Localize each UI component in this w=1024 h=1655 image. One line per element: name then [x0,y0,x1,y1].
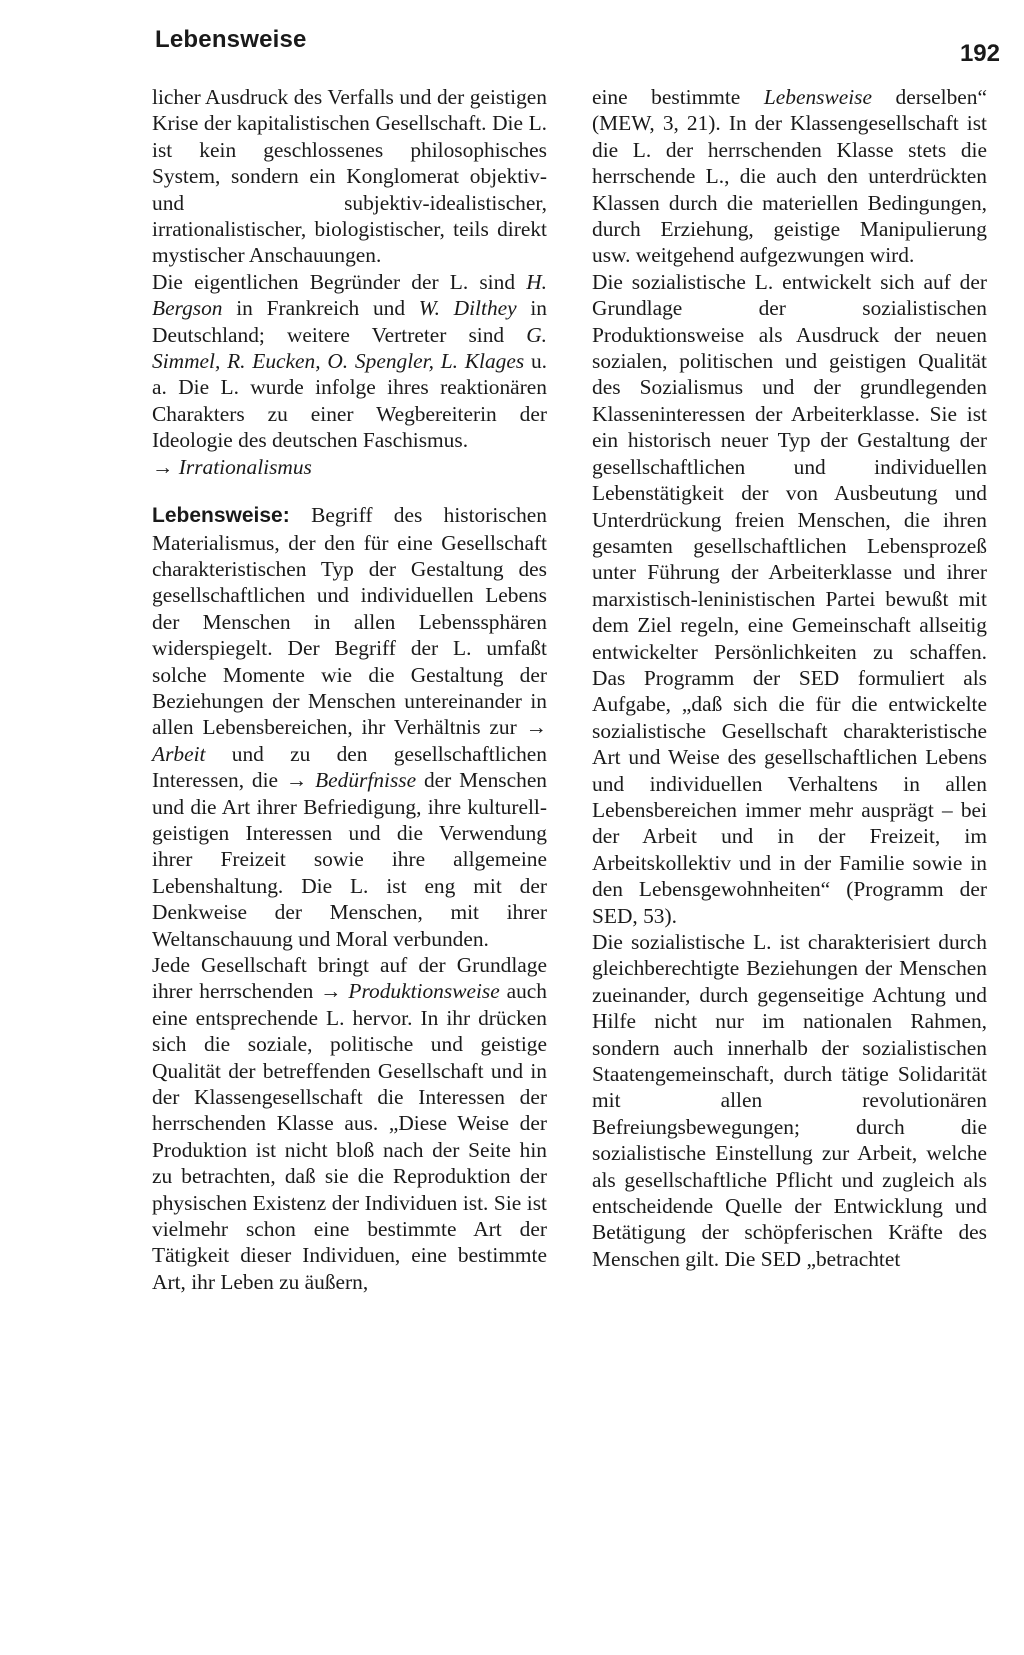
text: licher Ausdruck des Verfalls und der geistigen Krise der kapitalistischen Gesellschaft. Die L. ist kein geschlossenes philosophisches System, sondern ein Konglomerat objektiv- und subjektiv-idealistischer, irrationalistischer, biologistischer, teils direkt mystischer Anschauungen. [152,85,547,268]
paragraph-founders [152,269,547,454]
text: auch eine entsprechende L. hervor. In ihr drücken sich die soziale, politische und geistige Qualität der betreffenden Gesellschaft und in der Klassengesellschaft die Interessen der herrschenden Klasse aus. „Diese Weise der Produktion ist nicht bloß nach der Seite hin zu betrachten, daß sie die Reproduktion der physischen Existenz der Individuen ist. Sie ist vielmehr schon eine bestimmte Art der Tätigkeit dieser Individuen, eine bestimmte Art, ihr Leben zu äußern, [152,979,547,1294]
paragraph-klassengesellschaft [592,84,987,269]
page-number: 192 [959,40,1000,67]
text: Die sozialistische L. entwickelt sich auf der Grundlage der sozialistischen Produktionsweise als Ausdruck der neuen sozialen, politischen und geistigen Qualität des Sozialismus und der grundlegenden Klasseninteressen der Arbeiterklasse. Sie ist ein historisch neuer Typ der Gestaltung der gesellschaftlichen und individuellen Lebenstätigkeit der von Ausbeutung und Unterdrückung freien Menschen, die ihren gesamten gesellschaftlichen Lebensprozeß unter Führung der Arbeiterklasse und ihrer marxistisch-leninistischen Partei bewußt mit dem Ziel regeln, eine Gemeinschaft allseitig entwickelter Persönlichkeiten zu schaffen. Das Programm der SED formuliert als Aufgabe, „daß sich die für die entwickelte sozialistische Gesellschaft charakteristische Art und Weise des gesellschaftlichen Lebens und individuellen Verhaltens in allen Lebensbereichen immer mehr ausprägt – bei der Arbeit und in der Freizeit, im Arbeitskollektiv und in der Familie sowie in den Lebensgewohnheiten“ (Programm der SED, 53). [592,269,987,928]
person-names: G. Simmel, R. Eucken, O. Spengler, L. Klages [152,322,547,374]
cross-reference-line [152,454,547,480]
paragraph-gesellschaft [152,952,547,1295]
paragraph-charakterisierung [592,929,987,1272]
left-column [152,84,547,1295]
text: derselben“ (MEW, 3, 21). In der Klassengesellschaft ist die L. der herrschenden Klasse stets die herrschende L., die auch den unterdrückten Klassen durch die materiellen Bedingungen, durch Erziehung, geistige Manipulierung usw. weitgehend aufgezwungen wird. [592,85,987,268]
cross-reference-produktionsweise[interactable]: Produktionsweise [348,979,500,1004]
entry-headword: Lebensweise: [152,504,290,528]
text: u. a. Die L. wurde infolge ihres reaktionären Charakters zu einer Wegbereiterin der Ideologie des deutschen Faschismus. [152,349,548,453]
cross-reference-arrow-icon: → [320,979,342,1004]
cross-reference-arrow-icon: → [285,768,308,793]
emphasis: Lebensweise [763,85,872,109]
person-name: W. Dilthey [418,296,517,321]
text: Die eigentlichen Begründer der L. sind [152,269,527,294]
paragraph-sozialistische-lebensweise [592,269,987,929]
text: Die sozialistische L. ist charakterisiert durch gleichberechtigte Beziehungen der Menschen zueinander, durch gegenseitige Achtung und Hilfe nicht nur im nationalen Rahmen, sondern auch innerhalb der sozialistischen Staatengemeinschaft, durch tätige Solidarität mit allen revolutionären Befreiungsbewegungen; durch die sozialistische Einstellung zur Arbeit, welche als gesellschaftliche Pflicht und zugleich als entscheidende Quelle der Entwicklung und Betätigung der schöpferischen Kräfte des Menschen gilt. Die SED „betrachtet [592,930,987,1271]
text: Jede Gesellschaft bringt auf der Grundlage ihrer herrschenden [152,953,547,1004]
text: in Frankreich und [222,296,419,321]
cross-reference-arrow-icon: → [525,715,547,740]
text: in Deutschland; weitere Vertreter sind [152,296,547,347]
cross-reference-arbeit[interactable]: Arbeit [152,741,206,766]
running-head: Lebensweise [155,26,307,53]
cross-reference-irrationalismus[interactable]: Irrationalismus [178,454,312,479]
paragraph-lebensphilosophie-end [152,84,547,269]
person-name: H. Bergson [152,269,547,321]
cross-reference-beduerfnisse[interactable]: Bedürfnisse [315,768,417,793]
cross-reference-arrow-icon: → [152,454,174,479]
entry-lebensweise [152,502,547,952]
right-column [592,84,987,1272]
text: eine bestimmte [592,85,764,109]
text: der Menschen und die Art ihrer Befriedigung, ihre kulturell-geistigen Interessen und die Verwendung ihrer Freizeit sowie ihre allgemeine Lebenshaltung. Die L. ist eng mit der Denkweise der Menschen, mit ihrer Weltanschauung und Moral verbunden. [152,768,548,951]
text: und zu den gesellschaftlichen Interessen, die [152,741,547,793]
text: Begriff des historischen Materialismus, der den für eine Gesellschaft charakteristischen Typ der Gestaltung des gesellschaftlichen und individuellen Lebens der Menschen in allen Lebenssphären widerspiegelt. Der Begriff der L. umfaßt solche Momente wie die Gestaltung der Beziehungen der Menschen untereinander in allen Lebensbereichen, ihr Verhältnis zur [152,503,547,740]
